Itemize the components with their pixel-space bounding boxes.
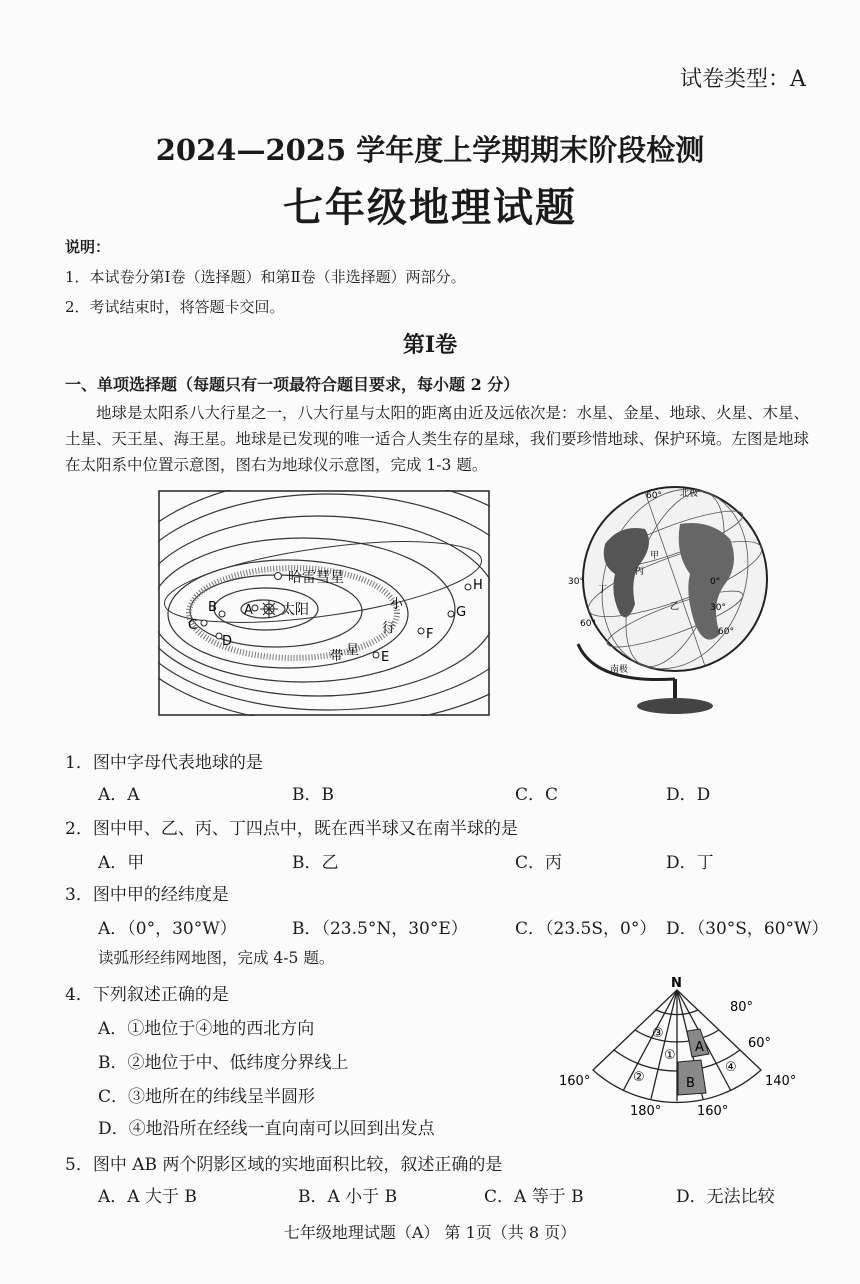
globe-point-label: 丙 [635, 567, 645, 577]
option: D．丁 [666, 853, 714, 873]
lon-label: 140° [765, 1074, 797, 1089]
belt-label: 星 [346, 643, 360, 658]
planet-g [448, 611, 454, 617]
solar-system-diagram [158, 490, 490, 716]
planet-label: F [426, 627, 434, 642]
option: C．（23.5S，0°） [515, 919, 657, 939]
globe-degree-label: 30° [568, 577, 584, 587]
option: D．（30°S，60°W） [666, 919, 829, 939]
option: C．A 等于 B [484, 1187, 584, 1207]
question-stem: 4．下列叙述正确的是 [65, 985, 229, 1005]
globe-degree-label: 30° [710, 603, 726, 613]
notes-heading: 说明： [65, 238, 111, 256]
lat-label: 80° [730, 1000, 754, 1015]
option: B．（23.5°N，30°E） [292, 919, 468, 939]
option: C．③地所在的纬线呈半圆形 [98, 1087, 316, 1107]
globe-point-label: 乙 [670, 602, 680, 612]
planet-label: E [381, 650, 390, 665]
option: B．A 小于 B [298, 1187, 398, 1207]
note-item: 2．考试结束时，将答题卡交回。 [65, 298, 285, 316]
option: D．④地沿所在经线一直向南可以回到出发点 [98, 1119, 435, 1139]
option: C．C [515, 785, 559, 805]
option: C．丙 [515, 853, 563, 873]
lon-label: 180° [630, 1104, 662, 1119]
region-label: ④ [725, 1060, 737, 1075]
region-label: ① [664, 1048, 676, 1063]
north-pole-label: 北极 [680, 489, 699, 499]
planet-label: D [222, 634, 233, 649]
globe-degree-label: 0° [710, 577, 721, 587]
globe-degree-label: 60° [646, 491, 662, 501]
planet-e [373, 652, 379, 658]
graticule-fan-map [555, 975, 815, 1120]
lat-label: 60° [748, 1036, 772, 1051]
planet-label: C [188, 618, 198, 633]
section-title: 第Ⅰ卷 [402, 332, 458, 358]
planet-label: G [456, 605, 467, 620]
planet-b [219, 611, 225, 617]
planet-c [201, 620, 207, 626]
lon-label: 160° [559, 1074, 591, 1089]
part-title: 一、单项选择题（每题只有一项最符合题目要求，每小题 2 分） [65, 375, 520, 394]
planet-label: A [244, 603, 253, 618]
intro-paragraph: 地球是太阳系八大行星之一，八大行星与太阳的距离由近及远依次是：水星、金星、地球、火星、木星、土星、天王星、海王星。地球是已发现的唯一适合人类生存的星球，我们要珍惜地球、保护环境。左图是地球在太阳系中位置示意图，图右为地球仪示意图，完成 1-3 题。 [65, 404, 810, 474]
option: B．B [292, 785, 334, 805]
globe-degree-label: 60° [580, 619, 596, 629]
page-footer: 七年级地理试题（A） 第 1页（共 8 页） [283, 1223, 577, 1242]
region-label: ③ [652, 1026, 664, 1041]
region-label: B [686, 1076, 695, 1091]
question-stem: 1．图中字母代表地球的是 [65, 753, 263, 773]
option: A．A 大于 B [98, 1187, 197, 1207]
comet-label: 哈雷彗星 [288, 570, 344, 586]
planet-label: B [208, 600, 217, 615]
belt-label: 带 [330, 649, 344, 664]
region-label: ② [633, 1070, 645, 1085]
belt-label: 小 [390, 597, 404, 612]
option: B．乙 [292, 853, 339, 873]
option: D．D [666, 785, 711, 805]
lon-label: 160° [697, 1104, 729, 1119]
sun-label: 太阳 [281, 602, 309, 618]
option: B．②地位于中、低纬度分界线上 [98, 1053, 349, 1073]
planet-label: H [473, 578, 483, 593]
globe-diagram [560, 484, 770, 724]
option: A．①地位于④地的西北方向 [98, 1019, 315, 1039]
belt-label: 行 [382, 621, 396, 636]
question-stem: 2．图中甲、乙、丙、丁四点中，既在西半球又在南半球的是 [65, 819, 518, 839]
option: D．无法比较 [676, 1187, 775, 1207]
globe-degree-label: 60° [718, 627, 734, 637]
south-pole-label: 南极 [610, 665, 629, 675]
globe-point-label: 甲 [650, 551, 660, 561]
question-stem: 3．图中甲的经纬度是 [65, 885, 229, 905]
exam-title: 七年级地理试题 [283, 184, 577, 231]
question-stem: 5．图中 AB 两个阴影区域的实地面积比较，叙述正确的是 [65, 1155, 503, 1175]
option: A．A [98, 785, 140, 805]
option: A．甲 [98, 853, 145, 873]
paper-type: 试卷类型：A [680, 67, 806, 92]
north-label: N [671, 976, 682, 991]
year-title: 2024—2025 学年度上学期期末阶段检测 [155, 133, 705, 167]
read-instruction: 读弧形经纬网地图，完成 4-5 题。 [98, 949, 335, 967]
planet-h [465, 584, 471, 590]
region-label: A [695, 1040, 704, 1055]
option: A．（0°，30°W） [98, 919, 237, 939]
note-item: 1．本试卷分第Ⅰ卷（选择题）和第Ⅱ卷（非选择题）两部分。 [65, 268, 466, 286]
planet-f [418, 628, 424, 634]
globe-point-label: 丁 [598, 585, 608, 595]
